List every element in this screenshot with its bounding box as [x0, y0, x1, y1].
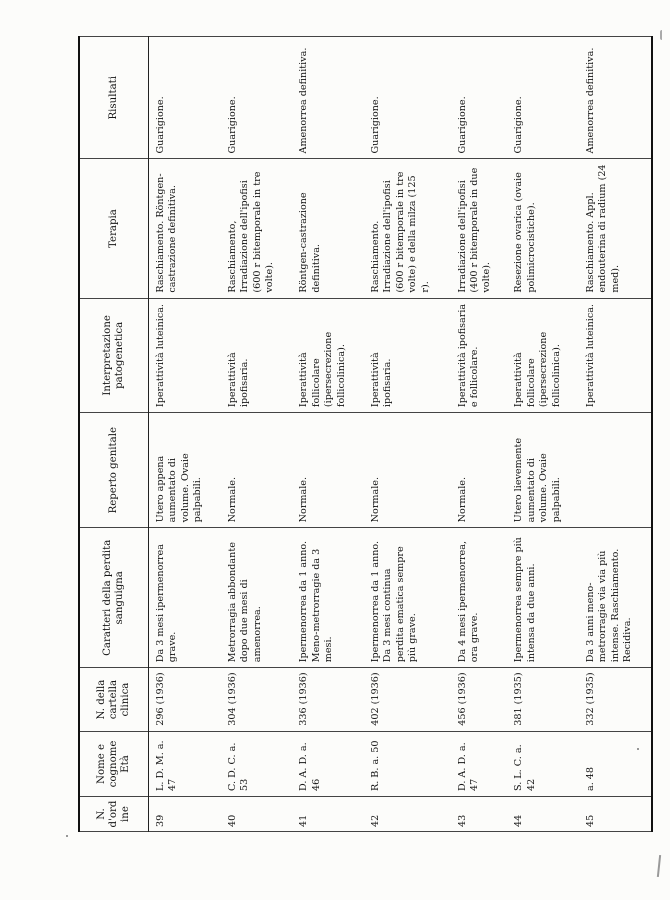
cell-interpretazione: Iperattività ipofisaria e follicolare. [451, 298, 508, 412]
cell-nordine: 45 [579, 797, 652, 832]
table-row [149, 37, 221, 832]
table-row [451, 37, 508, 832]
cell-terapia: Raschiamento. Appl. endouterina di radium (24 med). [579, 159, 652, 298]
cell-reperto: Utero lievemente aumentato di volume. Ovaie palpabili. [507, 413, 579, 528]
cell-interpretazione: Iperattività ipofisaria. [364, 298, 451, 412]
table-row [507, 37, 579, 832]
cell-risultati: Amenorrea definitiva. [579, 37, 652, 159]
scan-mark-top [660, 30, 666, 40]
cell-interpretazione: Iperattività luteinica. [579, 298, 652, 412]
cell-terapia: Irradiazione dell'ipofisi (400 r bitemporale in due volte). [451, 159, 508, 298]
clinical-cases-table [78, 36, 653, 832]
cell-interpretazione: Iperattività follicolare (ipersecrezione follicolinica). [507, 298, 579, 412]
cell-caratteri: Ipermenorrea da 1 anno. Meno-metrorragie da 3 mesi. [292, 528, 364, 668]
cell-nordine: 44 [507, 797, 579, 832]
header-risultati: Risultati [79, 37, 149, 159]
header-interpretazione: Interpretazione patogenetica [79, 298, 149, 412]
scan-mark-right [657, 855, 661, 877]
cell-cartella: 304 (1936) [221, 668, 293, 732]
cell-caratteri: Da 3 mesi ipermenorrea grave. [149, 528, 221, 668]
header-caratteri: Caratteri della perdita sanguigna [79, 528, 149, 668]
table-row [579, 37, 652, 832]
cell-risultati: Guarigione. [149, 37, 221, 159]
cell-cartella: 381 (1935) [507, 668, 579, 732]
cell-terapia: Röntgen-castrazione definitiva. [292, 159, 364, 298]
cell-nome: S. L. C. a. 42 [507, 731, 579, 796]
cell-nordine: 39 [149, 797, 221, 832]
cell-terapia: Resezione ovarica (ovaie polimicrocistiche). [507, 159, 579, 298]
cell-caratteri: Da 4 mesi ipermenorrea, ora grave. [451, 528, 508, 668]
cell-nordine: 42 [364, 797, 451, 832]
cell-caratteri: Da 3 anni meno-metrorragie via via più intense. Raschiamento. Recidiva. [579, 528, 652, 668]
cell-reperto: Normale. [451, 413, 508, 528]
cell-interpretazione: Iperattività ipofisaria. [221, 298, 293, 412]
cell-risultati: Guarigione. [507, 37, 579, 159]
cell-interpretazione: Iperattività follicolare (ipersecrezione follicolinica). [292, 298, 364, 412]
cell-cartella: 296 (1936) [149, 668, 221, 732]
cell-cartella: 402 (1936) [364, 668, 451, 732]
cell-reperto: Normale. [292, 413, 364, 528]
table-row [221, 37, 293, 832]
cell-nordine: 41 [292, 797, 364, 832]
header-nome: Nome e cognome Età [79, 731, 149, 796]
header-terapia: Terapia [79, 159, 149, 298]
cell-nome: a. 48 [579, 731, 652, 796]
header-row [79, 37, 149, 832]
cell-caratteri: Ipermenorrea da 1 anno. Da 3 mesi continua perdita ematica sempre più grave. [364, 528, 451, 668]
cell-caratteri: Metrorragia abbondante dopo due mesi di amenorrea. [221, 528, 293, 668]
cell-reperto: Normale. [364, 413, 451, 528]
cell-risultati: Amenorrea definitiva. [292, 37, 364, 159]
cell-cartella: 332 (1935) [579, 668, 652, 732]
cell-cartella: 336 (1936) [292, 668, 364, 732]
header-reperto: Reperto genitale [79, 413, 149, 528]
cell-nome: R. B. a. 50 [364, 731, 451, 796]
cell-risultati: Guarigione. [364, 37, 451, 159]
rotated-table-wrapper [78, 36, 653, 832]
cell-reperto [579, 413, 652, 528]
cell-interpretazione: Iperattività luteinica. [149, 298, 221, 412]
cell-reperto: Utero appena aumentato di volume. Ovaie palpabili. [149, 413, 221, 528]
header-nordine: N. d'ordine [79, 797, 149, 832]
cell-risultati: Guarigione. [451, 37, 508, 159]
cell-nordine: 43 [451, 797, 508, 832]
table-row [364, 37, 451, 832]
cell-nordine: 40 [221, 797, 293, 832]
cell-nome: D. A. D. a. 46 [292, 731, 364, 796]
scan-dot [66, 835, 68, 837]
cell-risultati: Guarigione. [221, 37, 293, 159]
header-cartella: N. della cartella clinica [79, 668, 149, 732]
cell-reperto: Normale. [221, 413, 293, 528]
cell-terapia: Raschiamento. Röntgen-castrazione definitiva. [149, 159, 221, 298]
cell-caratteri: Ipermenorrea sempre più intensa da due anni. [507, 528, 579, 668]
cell-terapia: Raschiamento, Irradiazione dell'ipofisi (600 r bitemporale in tre volte). [221, 159, 293, 298]
cell-cartella: 456 (1936) [451, 668, 508, 732]
cell-nome: C. D. C. a. 53 [221, 731, 293, 796]
cell-nome: L. D. M. a. 47 [149, 731, 221, 796]
cell-terapia: Raschiamento. Irradiazione dell'ipofisi (600 r bitemporale in tre volte) e della milza (125 r). [364, 159, 451, 298]
table-stage [78, 36, 653, 832]
cell-nome: D. A. D. a. 47 [451, 731, 508, 796]
table-row [292, 37, 364, 832]
